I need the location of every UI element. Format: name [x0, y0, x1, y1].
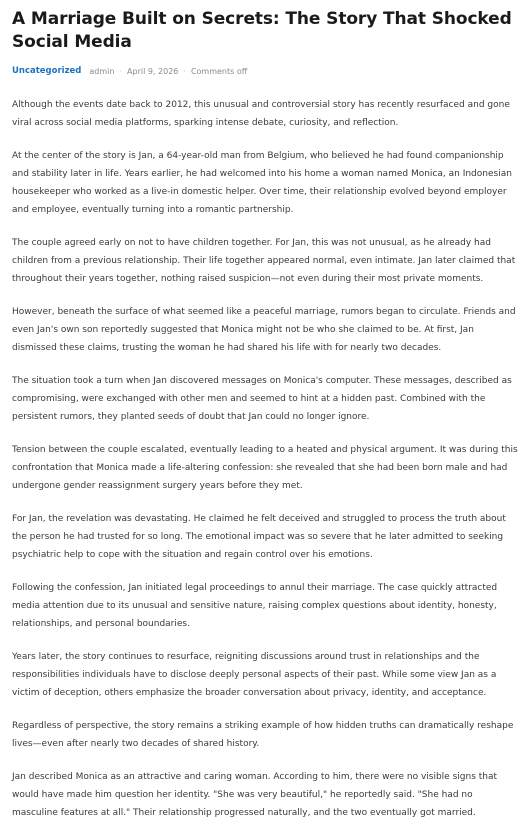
category-link[interactable]: Uncategorized	[12, 66, 82, 76]
author-link[interactable]: admin	[89, 66, 115, 76]
paragraph: Regardless of perspective, the story remains a striking example of how hidden truths can dramatically reshape lives—even after nearly two decades of shared history.	[12, 721, 514, 749]
paragraph: Following the confession, Jan initiated legal proceedings to annul their marriage. The case quickly attracted media attention due to its unusual and sensitive nature, raising complex questions about identity, honesty, relationships, and personal boundaries.	[12, 583, 498, 629]
paragraph: Tension between the couple escalated, eventually leading to a heated and physical argument. It was during this confrontation that Monica made a life-altering confession: she revealed that she had been born male and had undergone gender reassignment surgery years before they met.	[12, 445, 518, 491]
article-title: A Marriage Built on Secrets: The Story That Shocked Social Media	[12, 9, 512, 52]
paragraph: However, beneath the surface of what seemed like a peaceful marriage, rumors began to circulate. Friends and even Jan's own son reportedly suggested that Monica might not be who she claimed to be. At first, Jan dismissed these claims, trusting the woman he had shared his life with for nearly two decades.	[12, 307, 516, 353]
paragraph: The couple agreed early on not to have children together. For Jan, this was not unusual, as he already had children from a previous relationship. Their life together appeared normal, even intimate. Jan later claimed that throughout their years together, nothing raised suspicion—not even during their most private moments.	[12, 238, 516, 284]
paragraph: The situation took a turn when Jan discovered messages on Monica's computer. These messages, described as compromising, were exchanged with other men and seemed to hint at a hidden past. Combined with the persistent rumors, they planted seeds of doubt that Jan could no longer ignore.	[12, 376, 512, 422]
post-meta	[12, 66, 520, 76]
paragraph: Although the events date back to 2012, this unusual and controversial story has recently resurfaced and gone viral across social media platforms, sparking intense debate, curiosity, and reflection.	[12, 100, 510, 128]
post-date[interactable]: April 9, 2026	[127, 66, 179, 76]
paragraph: At the center of the story is Jan, a 64-year-old man from Belgium, who believed he had found companionship and stability later in life. Years earlier, he had welcomed into his home a woman named Monica, an Indonesian housekeeper who worked as a live-in domestic helper. Over time, their relationship evolved beyond employer and employee, eventually turning into a romantic partnership.	[12, 151, 512, 215]
meta-separator: ·	[119, 66, 123, 76]
comments-status: Comments off	[190, 66, 248, 76]
article-body	[12, 96, 520, 822]
paragraph: Jan described Monica as an attractive and caring woman. According to him, there were no visible signs that would have made him question her identity. "She was very beautiful," he reportedly said. "She had no masculine features at all." Their relationship progressed naturally, and the two eventually got married.	[12, 772, 498, 818]
meta-separator: ·	[183, 66, 186, 76]
paragraph: Years later, the story continues to resurface, reigniting discussions around trust in relationships and the responsibilities individuals have to disclose deeply personal aspects of their past. While some view Jan as a victim of deception, others emphasize the broader conversation about privacy, identity, and acceptance.	[12, 652, 497, 698]
paragraph: For Jan, the revelation was devastating. He claimed he felt deceived and struggled to process the truth about the person he had trusted for so long. The emotional impact was so severe that he later admitted to seeking psychiatric help to cope with the situation and regain control over his emotions.	[12, 514, 506, 560]
